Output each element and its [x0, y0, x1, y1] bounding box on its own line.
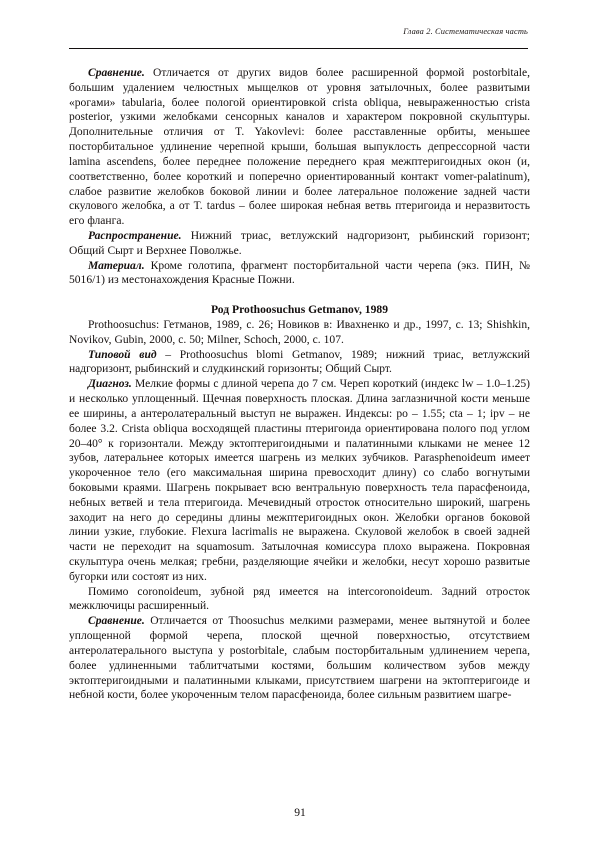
paragraph-comparison-genus [69, 614, 530, 703]
paragraph-type-species [69, 348, 530, 378]
paragraph-text: Отличается от Thoosuchus мелкими размерами, менее вытянутой и более уплощенной формой черепа, плоской щечной поверхностью, отсутствием антеролатерального выступа у postorbitale, слабым посторбитальным удлинением черепа, более удлиненными таблитчатыми костями, большим количеством зубов между эктоптеригоидными и палатинными клыками, присутствием шагрени на эктоптеригоиде и небной кости, более укороченным телом парасфеноида, более сильным развитием шагре- [69, 615, 530, 702]
page-number: 91 [294, 806, 306, 819]
paragraph-lead-label: Сравнение. [88, 67, 145, 79]
paragraph-synonymy [69, 318, 530, 348]
paragraph-coronoid [69, 585, 530, 615]
paragraph-lead-label: Материал. [88, 259, 145, 272]
paragraph-text: Помимо coronoideum, зубной ряд имеется на intercoronoideum. Задний отросток межключицы расширенный. [69, 585, 530, 613]
paragraph-lead-label: Типовой вид [88, 348, 157, 361]
paragraph-lead-label: Распространение. [88, 229, 182, 242]
paragraph-text: Prothoosuchus: Гетманов, 1989, с. 26; Новиков в: Ивахненко и др., 1997, с. 13; Shishkin, Novikov, Gubin, 2000, с. 50; Milner, Schoch, 2000, с. 107. [69, 319, 530, 346]
genus-heading: Род Prothoosuchus Getmanov, 1989 [210, 303, 388, 317]
paragraph-text: Мелкие формы с длиной черепа до 7 см. Череп короткий (индекс lw – 1.0–1.25) и несколько уплощенный. Щечная поверхность плоская. Длина заглазничной кости меньше ее ширины, а антеролатеральный выступ не выражен. Индексы: po – 1.55; cta – 1; ipv – не более 3.2. Crista obliqua восходящей пластины птеригоида ориентирована полого под углом 20–40° к горизонтали. Между эктоптеригоидными и палатинными клыками не менее 12 зубов, латеральнее которых имеется шагрень из мелких зубчиков. Parasphenoideum имеет укороченное тело (его максимальная ширина превосходит длину) со слабо вогнутыми боковыми краями. Шагрень покрывает всю вентральную поверхность тела парасфеноида, небных ветвей и тела птеригоида. Мечевидный отросток относительно широкий, шагрень заходит на него до середины длины межптеригоидных окон. Желобки органов боковой линии узкие, глубокие. Flexura lacrimalis не выражена. Скуловой желобок в своей задней части не переходит на squamosum. Затылочная комиссура плохо выражена. Покровная скульптура очень мелкая; гребни, разделяющие ячейки и желобки, несут хорошо развитые бугорки или состоят из них. [69, 378, 530, 583]
heading-spacer [69, 288, 530, 303]
paragraph-comparison-species [69, 66, 530, 229]
running-head: Глава 2. Систематическая часть [403, 27, 528, 36]
paragraph-text: Кроме голотипа, фрагмент посторбитальной части черепа (экз. ПИН, № 5016/1) из местонахождения Красные Пожни. [69, 259, 530, 287]
paragraph-text: – Prothoosuchus blomi Getmanov, 1989; нижний триас, ветлужский надгоризонт, рыбинский и слудкинский горизонты; Общий Сырт. [69, 348, 530, 376]
paragraph-text: Отличается от других видов более расширенной формой postorbitale, большим удалением челюстных мыщелков от уровня затылочных, более развитыми «рогами» tabularia, более пологой ориентировкой crista obliqua, невыраженностью crista posterior, узкими желобками сенсорных каналов и характером покровной скульптуры. Дополнительные отличия от T. Yakovlevi: более расставленные орбиты, меньшее посторбитальное удлинение черепной крыши, большая выпуклость депрессорной части lamina ascendens, более переднее положение переднего края межптеригоидных окон (и, соответственно, более короткий и поперечно ориентированный контакт vomer-palatinum), слабое развитие желобков боковой линии и более латеральное положение задней части скулового желобка, а от T. tardus – более широкая небная ветвь птеригоида и неразвитость его фланга. [69, 67, 530, 228]
paragraph-lead-label: Диагноз. [88, 378, 132, 391]
text-column [69, 66, 530, 703]
paragraph-lead-label: Сравнение. [88, 615, 145, 628]
paragraph-diagnosis [69, 377, 530, 584]
paragraph-distribution [69, 229, 530, 259]
paragraph-material [69, 259, 530, 289]
header-rule [69, 48, 528, 49]
paragraph-text: Нижний триас, ветлужский надгоризонт, рыбинский горизонт; Общий Сырт и Верхнее Поволжье. [69, 229, 530, 257]
